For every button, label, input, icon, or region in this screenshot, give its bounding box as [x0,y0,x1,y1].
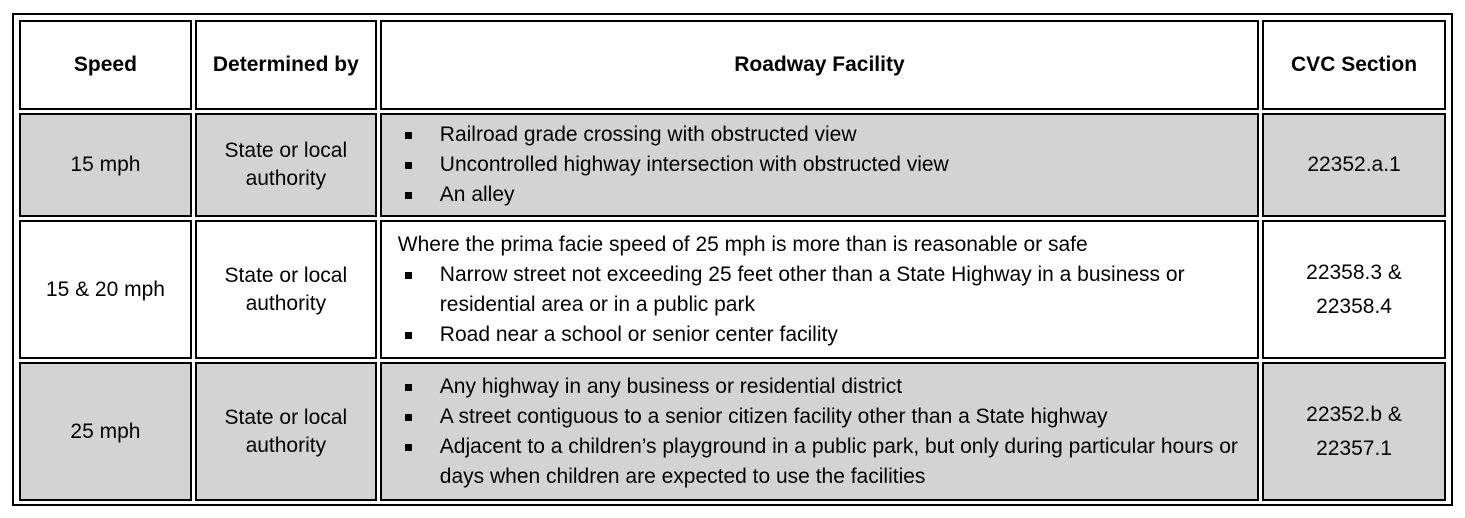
facility-list [396,120,1257,210]
determined-by-cell [195,220,377,359]
list-item: Any highway in any business or residential district [396,372,1257,402]
cvc-line: 22358.3 & [1306,260,1402,284]
header-cvc-section: CVC Section [1262,20,1446,110]
table-row [19,113,1446,217]
determined-by-line: State or local [224,405,348,429]
determined-by-line: authority [245,167,327,190]
speed-cell: 15 & 20 mph [19,220,192,359]
list-item: Adjacent to a children’s playground in a public park, but only during particular hours or days when children are expected to use the facilities [396,432,1257,492]
list-item: Railroad grade crossing with obstructed view [396,120,1257,150]
list-item: Uncontrolled highway intersection with obstructed view [396,150,1257,180]
list-item: Narrow street not exceeding 25 feet other than a State Highway in a business or residential area or in a public park [396,260,1257,320]
cvc-section-cell [1262,113,1446,217]
cvc-line: 22352.a.1 [1307,153,1401,176]
cvc-section-cell [1262,220,1446,359]
roadway-facility-cell [380,220,1259,359]
header-roadway-facility: Roadway Facility [380,20,1259,110]
list-item: An alley [396,180,1257,210]
list-item: A street contiguous to a senior citizen facility other than a State highway [396,402,1257,432]
determined-by-line: authority [245,433,327,457]
header-row [19,20,1446,110]
facility-lead-text: Where the prima facie speed of 25 mph is more than is reasonable or safe [397,232,1088,256]
cvc-line: 22358.4 [1316,294,1392,318]
cvc-line: 22357.1 [1316,436,1392,460]
speed-limit-table [16,17,1449,504]
table-row [19,362,1446,501]
speed-cell: 25 mph [19,362,192,501]
roadway-facility-cell [380,113,1259,217]
list-item: Road near a school or senior center facility [396,320,1257,350]
facility-list [396,372,1257,492]
determined-by-line: State or local [224,263,348,287]
table-row [19,220,1446,359]
determined-by-line: State or local [224,139,348,162]
facility-list [396,260,1257,350]
determined-by-cell [195,362,377,501]
cvc-section-cell [1262,362,1446,501]
header-determined-by: Determined by [195,20,377,110]
determined-by-cell [195,113,377,217]
speed-cell: 15 mph [19,113,192,217]
speed-limit-table-frame [12,13,1453,506]
roadway-facility-cell [380,362,1259,501]
cvc-line: 22352.b & [1306,402,1402,426]
determined-by-line: authority [245,291,327,315]
header-speed: Speed [19,20,192,110]
